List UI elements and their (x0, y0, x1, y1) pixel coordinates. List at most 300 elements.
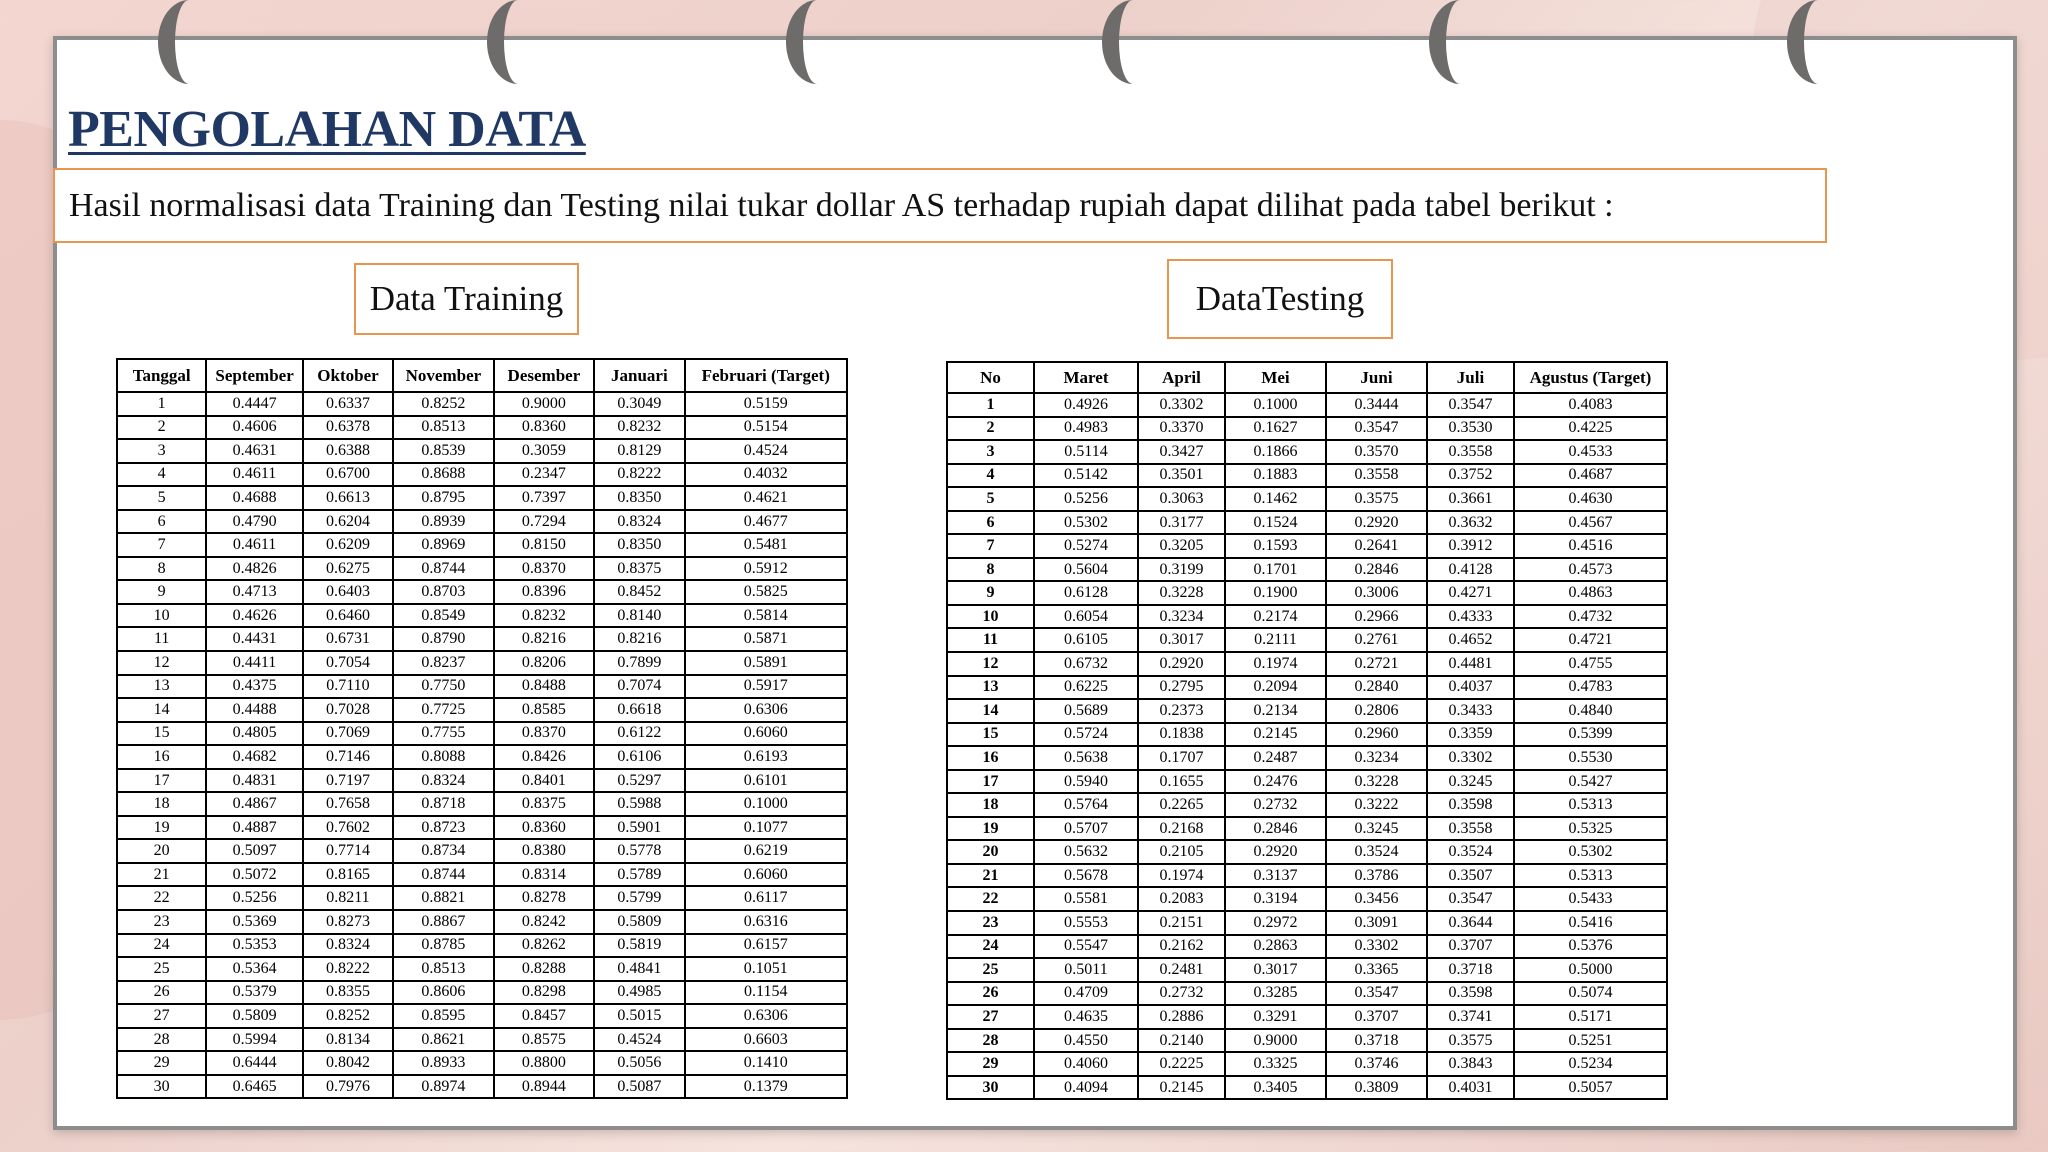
table-cell: 0.5789 (594, 863, 684, 887)
table-cell: 0.2795 (1138, 676, 1225, 700)
training-table (116, 358, 848, 1099)
table-cell: 0.5901 (594, 816, 684, 840)
table-row (947, 676, 1667, 700)
table-cell: 0.4524 (685, 439, 847, 463)
table-cell: 0.3245 (1427, 770, 1514, 794)
table-cell: 0.5154 (685, 416, 847, 440)
table-cell: 0.5433 (1514, 887, 1667, 911)
table-cell: 24 (947, 935, 1034, 959)
table-cell: 0.5251 (1514, 1029, 1667, 1053)
table-cell: 0.4621 (685, 486, 847, 510)
table-cell: 0.8134 (303, 1028, 393, 1052)
table-cell: 0.6337 (303, 392, 393, 416)
table-cell: 0.2487 (1225, 746, 1326, 770)
column-header: Januari (594, 359, 684, 392)
table-cell: 29 (947, 1052, 1034, 1076)
binder-ring-icon (1102, 0, 1164, 84)
table-cell: 0.3718 (1427, 958, 1514, 982)
column-header: Juni (1326, 362, 1427, 393)
table-row (947, 770, 1667, 794)
table-row (117, 1028, 847, 1052)
table-cell: 4 (117, 463, 206, 487)
table-row (117, 675, 847, 699)
table-cell: 0.4867 (206, 792, 302, 816)
table-cell: 0.3570 (1326, 440, 1427, 464)
table-cell: 0.1866 (1225, 440, 1326, 464)
table-cell: 0.6444 (206, 1051, 302, 1075)
table-cell: 0.6106 (594, 745, 684, 769)
table-row (947, 840, 1667, 864)
table-cell: 0.4713 (206, 580, 302, 604)
table-cell: 0.3575 (1427, 1029, 1514, 1053)
table-cell: 0.3558 (1326, 464, 1427, 488)
table-cell: 0.5988 (594, 792, 684, 816)
table-cell: 0.2083 (1138, 887, 1225, 911)
table-cell: 0.9000 (1225, 1029, 1326, 1053)
table-cell: 0.3530 (1427, 417, 1514, 441)
binder-ring-icon (1429, 0, 1491, 84)
table-cell: 0.5364 (206, 957, 302, 981)
table-cell: 0.3661 (1427, 487, 1514, 511)
table-cell: 0.5399 (1514, 723, 1667, 747)
table-cell: 23 (947, 911, 1034, 935)
table-cell: 24 (117, 934, 206, 958)
table-cell: 0.3291 (1225, 1005, 1326, 1029)
table-cell: 28 (117, 1028, 206, 1052)
table-cell: 0.4573 (1514, 558, 1667, 582)
table-cell: 0.2920 (1326, 511, 1427, 535)
table-cell: 13 (947, 676, 1034, 700)
table-cell: 0.5638 (1034, 746, 1138, 770)
table-cell: 0.8360 (494, 416, 595, 440)
table-cell: 0.8150 (494, 533, 595, 557)
table-row (117, 604, 847, 628)
binder-ring-icon (158, 0, 220, 84)
table-cell: 0.4611 (206, 463, 302, 487)
table-row (117, 533, 847, 557)
table-cell: 0.2721 (1326, 652, 1427, 676)
table-cell: 0.8703 (393, 580, 494, 604)
table-row (947, 511, 1667, 535)
table-cell: 27 (117, 1004, 206, 1028)
table-cell: 0.5159 (685, 392, 847, 416)
table-cell: 0.4985 (594, 981, 684, 1005)
table-row (117, 792, 847, 816)
table-cell: 0.5302 (1514, 840, 1667, 864)
table-cell: 0.5678 (1034, 864, 1138, 888)
table-cell: 0.8426 (494, 745, 595, 769)
table-cell: 0.2846 (1225, 817, 1326, 841)
table-cell: 0.8723 (393, 816, 494, 840)
table-cell: 0.4652 (1427, 628, 1514, 652)
table-cell: 0.2373 (1138, 699, 1225, 723)
table-cell: 0.7602 (303, 816, 393, 840)
table-cell: 0.5302 (1034, 511, 1138, 535)
table-cell: 0.6122 (594, 722, 684, 746)
table-cell: 1 (947, 393, 1034, 417)
table-cell: 0.1707 (1138, 746, 1225, 770)
table-row (947, 793, 1667, 817)
column-header: September (206, 359, 302, 392)
table-cell: 0.6306 (685, 698, 847, 722)
table-cell: 0.8350 (594, 533, 684, 557)
table-cell: 0.8375 (494, 792, 595, 816)
table-cell: 0.1593 (1225, 534, 1326, 558)
table-cell: 0.6101 (685, 769, 847, 793)
table-cell: 13 (117, 675, 206, 699)
table-cell: 21 (947, 864, 1034, 888)
table-cell: 0.4333 (1427, 605, 1514, 629)
table-cell: 0.4631 (206, 439, 302, 463)
table-cell: 0.1974 (1138, 864, 1225, 888)
table-cell: 0.8232 (494, 604, 595, 628)
table-cell: 0.8324 (393, 769, 494, 793)
table-cell: 0.5825 (685, 580, 847, 604)
table-header-row (117, 359, 847, 392)
table-cell: 0.4831 (206, 769, 302, 793)
table-cell: 0.5353 (206, 934, 302, 958)
table-cell: 0.2732 (1225, 793, 1326, 817)
table-cell: 0.4840 (1514, 699, 1667, 723)
table-cell: 0.6054 (1034, 605, 1138, 629)
table-cell: 0.1051 (685, 957, 847, 981)
table-cell: 0.3234 (1138, 605, 1225, 629)
table-cell: 0.5940 (1034, 770, 1138, 794)
table-cell: 0.5632 (1034, 840, 1138, 864)
table-cell: 0.2481 (1138, 958, 1225, 982)
table-cell: 0.5778 (594, 839, 684, 863)
table-cell: 0.5015 (594, 1004, 684, 1028)
table-cell: 0.2863 (1225, 935, 1326, 959)
table-cell: 12 (947, 652, 1034, 676)
table-cell: 0.1838 (1138, 723, 1225, 747)
table-cell: 0.3809 (1326, 1076, 1427, 1100)
table-cell: 0.3234 (1326, 746, 1427, 770)
table-cell: 0.8821 (393, 886, 494, 910)
table-cell: 0.3228 (1326, 770, 1427, 794)
table-cell: 0.5074 (1514, 982, 1667, 1006)
table-cell: 0.3302 (1427, 746, 1514, 770)
table-cell: 0.4755 (1514, 652, 1667, 676)
table-cell: 14 (117, 698, 206, 722)
table-cell: 0.2920 (1225, 840, 1326, 864)
table-cell: 0.5011 (1034, 958, 1138, 982)
table-cell: 0.8288 (494, 957, 595, 981)
table-cell: 0.3547 (1326, 417, 1427, 441)
table-cell: 0.5819 (594, 934, 684, 958)
table-cell: 0.4271 (1427, 581, 1514, 605)
table-cell: 0.8974 (393, 1075, 494, 1099)
table-cell: 0.4783 (1514, 676, 1667, 700)
table-cell: 0.2972 (1225, 911, 1326, 935)
table-cell: 0.5313 (1514, 864, 1667, 888)
table-cell: 0.7658 (303, 792, 393, 816)
table-row (947, 699, 1667, 723)
table-cell: 11 (117, 627, 206, 651)
table-cell: 0.4447 (206, 392, 302, 416)
table-cell: 0.5274 (1034, 534, 1138, 558)
table-cell: 0.2134 (1225, 699, 1326, 723)
table-cell: 0.8457 (494, 1004, 595, 1028)
table-cell: 0.3644 (1427, 911, 1514, 935)
table-cell: 0.3302 (1138, 393, 1225, 417)
column-header: April (1138, 362, 1225, 393)
table-cell: 0.2140 (1138, 1029, 1225, 1053)
table-cell: 0.2476 (1225, 770, 1326, 794)
table-cell: 0.8165 (303, 863, 393, 887)
table-cell: 0.4682 (206, 745, 302, 769)
table-cell: 0.3547 (1427, 887, 1514, 911)
table-cell: 0.4611 (206, 533, 302, 557)
table-cell: 0.3370 (1138, 417, 1225, 441)
table-cell: 0.3365 (1326, 958, 1427, 982)
table-cell: 0.8042 (303, 1051, 393, 1075)
table-cell: 0.5297 (594, 769, 684, 793)
table-cell: 0.8785 (393, 934, 494, 958)
table-row (117, 486, 847, 510)
table-row (947, 864, 1667, 888)
table-cell: 25 (947, 958, 1034, 982)
table-cell: 0.8401 (494, 769, 595, 793)
table-row (947, 605, 1667, 629)
table-cell: 0.8539 (393, 439, 494, 463)
table-cell: 0.8140 (594, 604, 684, 628)
table-cell: 0.4688 (206, 486, 302, 510)
table-cell: 29 (117, 1051, 206, 1075)
table-row (947, 464, 1667, 488)
table-cell: 0.8206 (494, 651, 595, 675)
table-cell: 0.5553 (1034, 911, 1138, 935)
table-cell: 15 (117, 722, 206, 746)
table-header-row (947, 362, 1667, 393)
table-cell: 0.2761 (1326, 628, 1427, 652)
table-cell: 0.7110 (303, 675, 393, 699)
table-cell: 0.4550 (1034, 1029, 1138, 1053)
table-cell: 0.2265 (1138, 793, 1225, 817)
table-cell: 17 (117, 769, 206, 793)
table-cell: 0.8324 (303, 934, 393, 958)
table-cell: 0.8129 (594, 439, 684, 463)
table-cell: 11 (947, 628, 1034, 652)
table-row (117, 463, 847, 487)
table-row (117, 863, 847, 887)
table-cell: 5 (947, 487, 1034, 511)
table-cell: 0.2886 (1138, 1005, 1225, 1029)
table-cell: 0.3752 (1427, 464, 1514, 488)
table-cell: 0.8216 (494, 627, 595, 651)
table-row (117, 510, 847, 534)
table-cell: 0.5809 (594, 910, 684, 934)
table-cell: 0.6225 (1034, 676, 1138, 700)
table-cell: 0.8595 (393, 1004, 494, 1028)
table-cell: 0.2168 (1138, 817, 1225, 841)
table-cell: 0.5809 (206, 1004, 302, 1028)
table-cell: 0.6275 (303, 557, 393, 581)
table-cell: 0.8252 (393, 392, 494, 416)
table-cell: 0.6157 (685, 934, 847, 958)
table-row (947, 487, 1667, 511)
column-header: Maret (1034, 362, 1138, 393)
table-cell: 7 (947, 534, 1034, 558)
table-cell: 0.8375 (594, 557, 684, 581)
table-cell: 0.6117 (685, 886, 847, 910)
table-cell: 0.5724 (1034, 723, 1138, 747)
table-cell: 0.1974 (1225, 652, 1326, 676)
table-cell: 22 (947, 887, 1034, 911)
table-cell: 0.8216 (594, 627, 684, 651)
table-cell: 0.5689 (1034, 699, 1138, 723)
table-cell: 14 (947, 699, 1034, 723)
table-cell: 9 (947, 581, 1034, 605)
table-cell: 0.1410 (685, 1051, 847, 1075)
table-cell: 0.2145 (1225, 723, 1326, 747)
table-cell: 0.6603 (685, 1028, 847, 1052)
table-cell: 10 (947, 605, 1034, 629)
table-cell: 0.7028 (303, 698, 393, 722)
table-cell: 0.6128 (1034, 581, 1138, 605)
description-text: Hasil normalisasi data Training dan Testing nilai tukar dollar AS terhadap rupiah dapat dilihat pada tabel berikut : (69, 186, 1614, 224)
table-cell: 0.3205 (1138, 534, 1225, 558)
table-cell: 1 (117, 392, 206, 416)
table-cell: 0.3598 (1427, 982, 1514, 1006)
table-cell: 0.4635 (1034, 1005, 1138, 1029)
table-cell: 0.4128 (1427, 558, 1514, 582)
table-cell: 0.6732 (1034, 652, 1138, 676)
table-cell: 25 (117, 957, 206, 981)
table-cell: 0.8380 (494, 839, 595, 863)
table-cell: 0.3359 (1427, 723, 1514, 747)
table-cell: 0.7755 (393, 722, 494, 746)
table-cell: 21 (117, 863, 206, 887)
table-cell: 0.1154 (685, 981, 847, 1005)
table-cell: 0.8273 (303, 910, 393, 934)
table-cell: 19 (117, 816, 206, 840)
table-row (117, 557, 847, 581)
table-row (117, 910, 847, 934)
table-cell: 0.5707 (1034, 817, 1138, 841)
table-row (947, 723, 1667, 747)
table-row (117, 416, 847, 440)
table-cell: 0.4687 (1514, 464, 1667, 488)
table-cell: 0.5481 (685, 533, 847, 557)
table-cell: 0.3199 (1138, 558, 1225, 582)
table-cell: 0.8575 (494, 1028, 595, 1052)
table-cell: 0.8314 (494, 863, 595, 887)
table-row (117, 934, 847, 958)
table-cell: 0.3063 (1138, 487, 1225, 511)
table-cell: 0.3405 (1225, 1076, 1326, 1100)
table-cell: 0.8298 (494, 981, 595, 1005)
table-cell: 0.8606 (393, 981, 494, 1005)
table-cell: 0.4841 (594, 957, 684, 981)
table-cell: 0.1000 (685, 792, 847, 816)
table-cell: 0.4094 (1034, 1076, 1138, 1100)
table-cell: 0.8734 (393, 839, 494, 863)
table-cell: 0.8939 (393, 510, 494, 534)
table-row (947, 628, 1667, 652)
testing-label-box (1167, 259, 1393, 339)
table-row (947, 746, 1667, 770)
table-cell: 0.5256 (1034, 487, 1138, 511)
table-cell: 0.4567 (1514, 511, 1667, 535)
table-row (947, 534, 1667, 558)
column-header: Oktober (303, 359, 393, 392)
table-cell: 0.3707 (1427, 935, 1514, 959)
table-cell: 0.3558 (1427, 440, 1514, 464)
table-cell: 0.8242 (494, 910, 595, 934)
table-cell: 19 (947, 817, 1034, 841)
column-header: Juli (1427, 362, 1514, 393)
table-cell: 7 (117, 533, 206, 557)
table-cell: 0.6105 (1034, 628, 1138, 652)
table-cell: 0.5530 (1514, 746, 1667, 770)
column-header: Mei (1225, 362, 1326, 393)
table-cell: 0.6460 (303, 604, 393, 628)
table-cell: 0.8621 (393, 1028, 494, 1052)
table-cell: 0.8088 (393, 745, 494, 769)
table-cell: 0.4533 (1514, 440, 1667, 464)
table-cell: 0.5256 (206, 886, 302, 910)
table-cell: 0.5917 (685, 675, 847, 699)
table-cell: 20 (947, 840, 1034, 864)
table-row (947, 652, 1667, 676)
column-header: Februari (Target) (685, 359, 847, 392)
table-cell: 3 (947, 440, 1034, 464)
table-cell: 0.3501 (1138, 464, 1225, 488)
table-row (947, 440, 1667, 464)
table-cell: 0.8396 (494, 580, 595, 604)
table-cell: 0.6060 (685, 863, 847, 887)
table-cell: 0.2105 (1138, 840, 1225, 864)
column-header: No (947, 362, 1034, 393)
table-cell: 0.8513 (393, 957, 494, 981)
table-cell: 0.4060 (1034, 1052, 1138, 1076)
table-cell: 0.4083 (1514, 393, 1667, 417)
table-cell: 0.6219 (685, 839, 847, 863)
table-cell: 0.8370 (494, 557, 595, 581)
table-cell: 0.3433 (1427, 699, 1514, 723)
table-cell: 0.5581 (1034, 887, 1138, 911)
testing-label: DataTesting (1195, 279, 1365, 318)
table-cell: 0.2151 (1138, 911, 1225, 935)
table-cell: 10 (117, 604, 206, 628)
table-row (947, 1076, 1667, 1100)
table-cell: 0.6193 (685, 745, 847, 769)
table-row (947, 558, 1667, 582)
table-cell: 0.3786 (1326, 864, 1427, 888)
table-row (947, 911, 1667, 935)
table-cell: 0.5087 (594, 1075, 684, 1099)
table-cell: 0.5994 (206, 1028, 302, 1052)
table-cell: 16 (117, 745, 206, 769)
table-cell: 17 (947, 770, 1034, 794)
table-cell: 0.3245 (1326, 817, 1427, 841)
table-cell: 0.6204 (303, 510, 393, 534)
table-cell: 0.8969 (393, 533, 494, 557)
table-cell: 0.4790 (206, 510, 302, 534)
table-cell: 0.8232 (594, 416, 684, 440)
table-cell: 12 (117, 651, 206, 675)
table-cell: 0.6613 (303, 486, 393, 510)
table-cell: 0.4926 (1034, 393, 1138, 417)
table-cell: 0.5604 (1034, 558, 1138, 582)
table-cell: 0.2111 (1225, 628, 1326, 652)
table-cell: 0.8278 (494, 886, 595, 910)
table-cell: 0.8452 (594, 580, 684, 604)
table-cell: 18 (117, 792, 206, 816)
table-cell: 22 (117, 886, 206, 910)
table-row (117, 816, 847, 840)
